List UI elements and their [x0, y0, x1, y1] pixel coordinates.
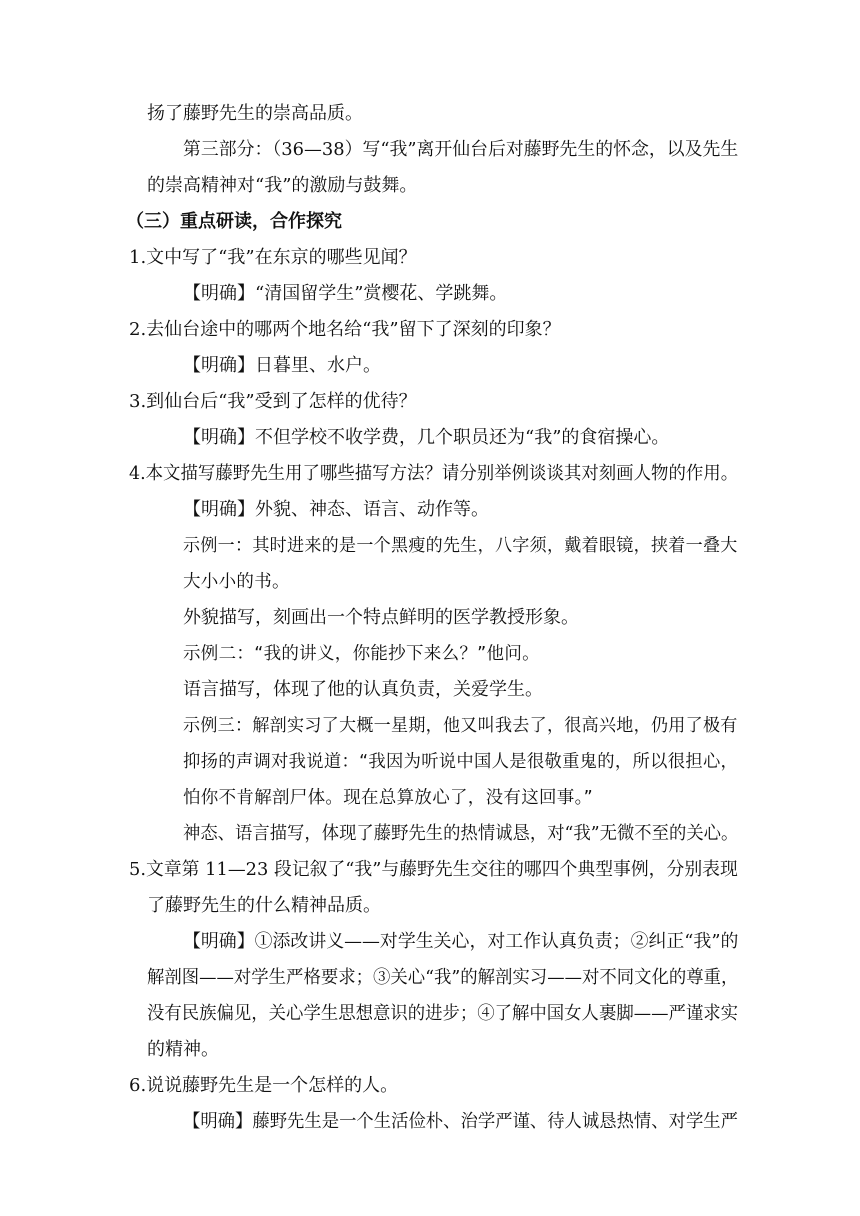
answer-line: 解剖图——对学生严格要求；③关心“我”的解剖实习——对不同文化的尊重，	[147, 967, 739, 988]
analysis-line: 神态、语言描写，体现了藤野先生的热情诚恳，对“我”无微不至的关心。	[183, 823, 739, 844]
answer-line: 【明确】外貌、神态、语言、动作等。	[183, 499, 489, 520]
answer-line: 【明确】“清国留学生”赏樱花、学跳舞。	[183, 283, 508, 304]
example-quote-line: 大小小的书。	[183, 572, 290, 592]
example-quote-line: 示例三：解剖实习了大概一星期，他又叫我去了，很高兴地，仍用了极有	[183, 716, 738, 736]
example-quote-line: 怕你不肯解剖尸体。现在总算放心了，没有这回事。”	[183, 788, 594, 808]
paragraph-line: 的崇高精神对“我”的激励与鼓舞。	[147, 175, 418, 196]
answer-line: 【明确】藤野先生是一个生活俭朴、治学严谨、待人诚恳热情、对学生严	[183, 1111, 738, 1132]
answer-line: 的精神。	[147, 1039, 219, 1060]
answer-line: 【明确】日暮里、水户。	[183, 355, 381, 376]
example-quote-line: 示例二：“我的讲义，你能抄下来么？”他问。	[183, 644, 540, 664]
answer-line: 【明确】①添改讲义——对学生关心，对工作认真负责；②纠正“我”的	[183, 931, 739, 952]
example-quote-line: 抑扬的声调对我说道：“我因为听说中国人是很敬重鬼的，所以很担心，	[183, 752, 739, 772]
question-line: 1.文中写了“我”在东京的哪些见闻？	[129, 247, 417, 268]
paragraph-line: 扬了藤野先生的崇高品质。	[147, 103, 363, 124]
example-quote-line: 示例一：其时进来的是一个黑瘦的先生，八字须，戴着眼镜，挟着一叠大	[183, 536, 738, 556]
question-line: 了藤野先生的什么精神品质。	[147, 895, 381, 916]
paragraph-line: 第三部分：（36—38）写“我”离开仙台后对藤野先生的怀念，以及先生	[183, 139, 739, 160]
analysis-line: 外貌描写，刻画出一个特点鲜明的医学教授形象。	[183, 607, 579, 628]
answer-line: 没有民族偏见，关心学生思想意识的进步；④了解中国女人裹脚——严谨求实	[147, 1003, 739, 1024]
section-heading: （三）重点研读，合作探究	[126, 211, 342, 232]
answer-line: 【明确】不但学校不收学费，几个职员还为“我”的食宿操心。	[183, 427, 670, 448]
analysis-line: 语言描写，体现了他的认真负责，关爱学生。	[183, 679, 543, 700]
question-line: 2.去仙台途中的哪两个地名给“我”留下了深刻的印象？	[129, 319, 561, 340]
question-line: 6.说说藤野先生是一个怎样的人。	[129, 1075, 399, 1096]
question-line: 4.本文描写藤野先生用了哪些描写方法？请分别举例谈谈其对刻画人物的作用。	[129, 463, 739, 484]
question-line: 3.到仙台后“我”受到了怎样的优待？	[129, 391, 417, 412]
question-line: 5.文章第 11—23 段记叙了“我”与藤野先生交往的哪四个典型事例，分别表现	[129, 859, 738, 880]
